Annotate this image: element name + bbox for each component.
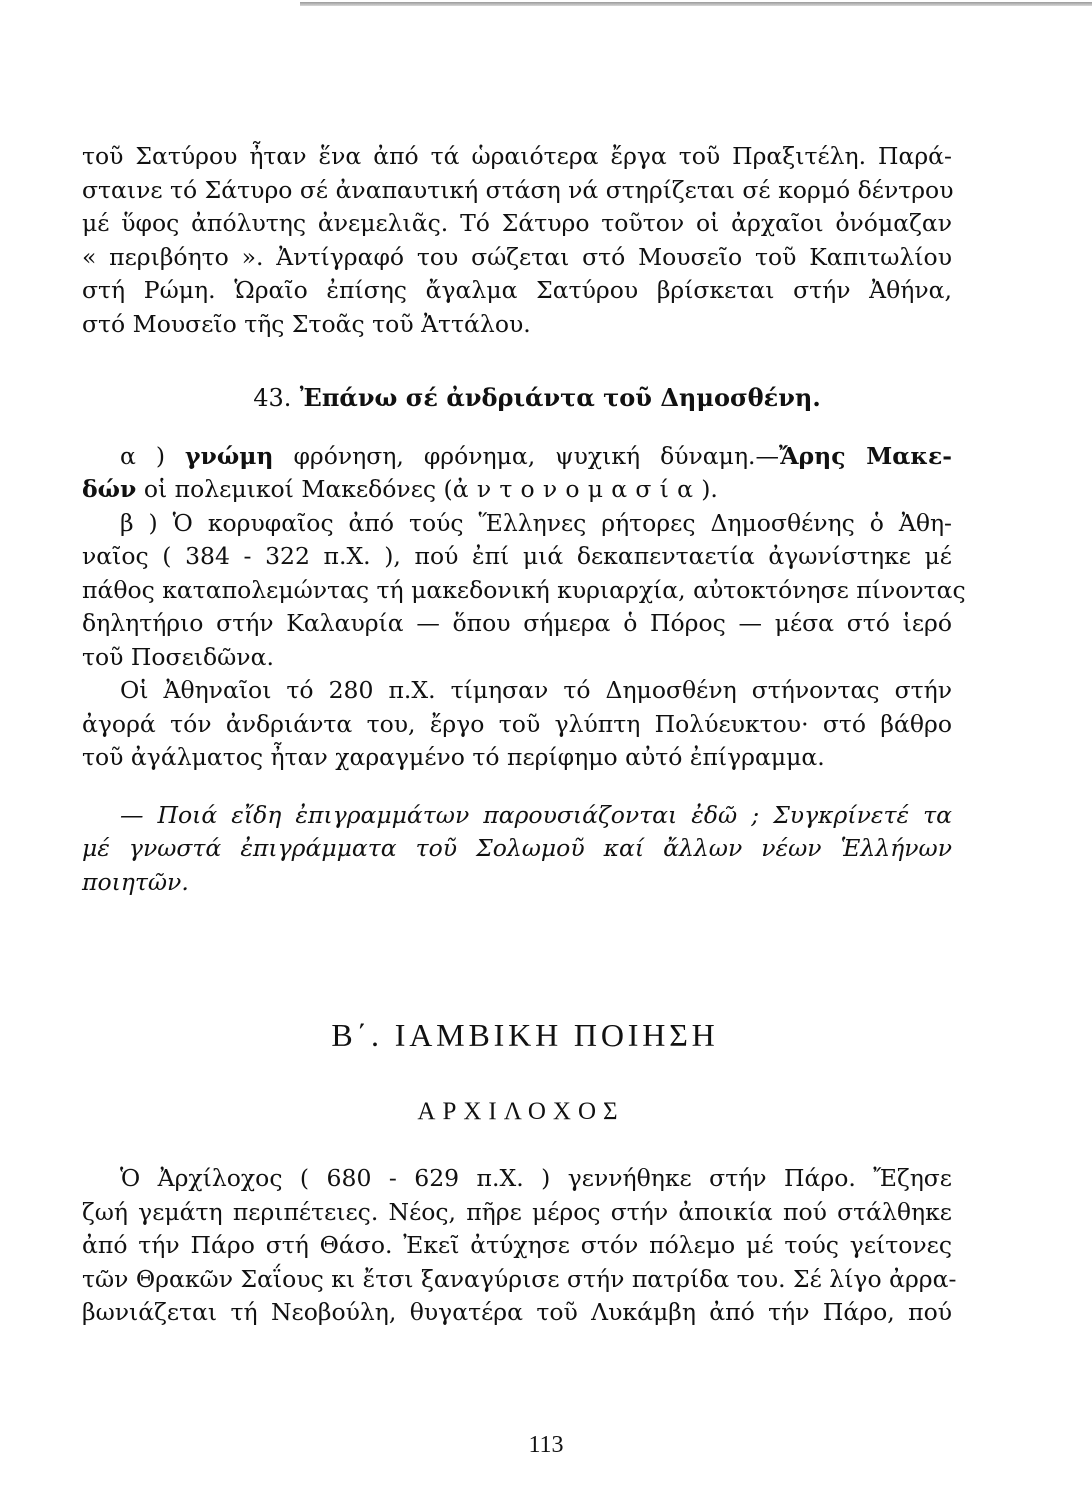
- text-line: Ὁ Ἀρχίλοχος ( 680 - 629 π.Χ. ) γεννήθηκε στήν Πάρο. Ἔζησε: [120, 1164, 952, 1192]
- section-number: 43.: [253, 384, 292, 412]
- scan-top-edge: [300, 2, 1092, 6]
- text-line: τοῦ ἀγάλματος ἦταν χαραγμένο τό περίφημο αὐτό ἐπίγραμμα.: [82, 743, 825, 771]
- text-line: τοῦ Ποσειδῶνα.: [82, 642, 274, 671]
- text-line: δηλητήριο στήν Καλαυρία — ὅπου σήμερα ὁ Πόρος — μέσα στό ἱερό: [82, 609, 952, 637]
- figure-of-speech-label: ἀντονομασία: [452, 475, 702, 503]
- text-line: ἀγορά τόν ἀνδριάντα του, ἔργο τοῦ γλύπτη Πολύευκτου· στό βάθρο: [82, 709, 952, 738]
- study-question: [82, 799, 952, 900]
- text-line: « περιβόητο ». Ἀντίγραφό του σώζεται στό Μουσεῖο τοῦ Καπιτωλίου: [82, 242, 952, 271]
- text-line: στή Ρώμη. Ὡραῖο ἐπίσης ἄγαλμα Σατύρου βρίσκεται στήν Ἀθήνα,: [82, 276, 952, 304]
- poet-heading: ΑΡΧΙΛΟΧΟΣ: [417, 1097, 625, 1125]
- text-line: μέ ὕφος ἀπόλυτης ἀνεμελιᾶς. Τό Σάτυρο τοῦτον οἱ ἀρχαῖοι ὀνόμαζαν: [82, 209, 952, 237]
- intro-paragraph: [82, 140, 952, 341]
- section-heading: [82, 381, 952, 416]
- text-line: β ) Ὁ κορυφαῖος ἀπό τούς Ἕλληνες ρήτορες Δημοσθένης ὁ Ἀθη-: [120, 508, 952, 537]
- note-a: [82, 440, 952, 507]
- note-a-term-2: Ἄρης Μακε-: [779, 441, 952, 470]
- text-line: — Ποιά εἴδη ἐπιγραμμάτων παρουσιάζονται ἐδῶ ; Συγκρίνετέ τα: [120, 800, 952, 829]
- archilochus-paragraph: [82, 1162, 957, 1330]
- text-line: Οἱ Ἀθηναῖοι τό 280 π.Χ. τίμησαν τό Δημοσθένη στήνοντας στήν: [120, 676, 952, 704]
- honor-paragraph: [82, 674, 952, 775]
- chapter-title: Β΄. ΙΑΜΒΙΚΗ ΠΟΙΗΣΗ: [331, 1017, 719, 1053]
- note-a-line-1: [82, 440, 952, 474]
- text-line: μέ γνωστά ἐπιγράμματα τοῦ Σολωμοῦ καί ἄλλων νέων Ἑλλήνων: [82, 834, 952, 862]
- note-a-definition-2: οἱ πολεμικοί Μακεδόνες: [143, 475, 437, 503]
- note-a-term-2-end: δών: [82, 475, 137, 503]
- paren-open: (: [443, 475, 453, 503]
- note-a-term: γνώμη: [185, 441, 274, 470]
- text-line: πάθος καταπολεμώντας τή μακεδονική κυριαρχία, αὐτοκτόνησε πίνοντας: [82, 575, 966, 604]
- paren-close: ).: [701, 475, 718, 503]
- note-a-label: α ): [120, 441, 166, 470]
- note-a-definition: φρόνηση, φρόνημα, ψυχική δύναμη.—: [293, 441, 779, 470]
- text-line: ναῖος ( 384 - 322 π.Χ. ), πού ἐπί μιά δεκαπενταετία ἀγωνίστηκε μέ: [82, 542, 952, 570]
- text-line: ποιητῶν.: [82, 867, 189, 896]
- note-a-line-2: [82, 473, 952, 507]
- text-line: τῶν Θρακῶν Σαΐους κι ἔτσι ξαναγύρισε στήν πατρίδα του. Σέ λίγο ἀρρα-: [82, 1264, 957, 1293]
- text-line: σταινε τό Σάτυρο σέ ἀναπαυτική στάση νά στηρίζεται σέ κορμό δέντρου: [82, 175, 954, 204]
- text-line: ζωή γεμάτη περιπέτειες. Νέος, πῆρε μέρος στήν ἀποικία πού στάλθηκε: [82, 1197, 952, 1226]
- page-number: 113: [528, 1432, 564, 1458]
- section-title: Ἐπάνω σέ ἀνδριάντα τοῦ Δημοσθένη.: [299, 383, 821, 412]
- text-line: τοῦ Σατύρου ἦταν ἕνα ἀπό τά ὡραιότερα ἔργα τοῦ Πραξιτέλη. Παρά-: [82, 142, 952, 170]
- text-line: βωνιάζεται τή Νεοβούλη, θυγατέρα τοῦ Λυκάμβη ἀπό τήν Πάρο, πού: [82, 1298, 952, 1326]
- page-body: [82, 140, 966, 1330]
- text-line: ἀπό τήν Πάρο στή Θάσο. Ἐκεῖ ἀτύχησε στόν πόλεμο μέ τούς γείτονες: [82, 1231, 952, 1259]
- text-line: στό Μουσεῖο τῆς Στοᾶς τοῦ Ἀττάλου.: [82, 309, 531, 338]
- note-b: [82, 507, 966, 675]
